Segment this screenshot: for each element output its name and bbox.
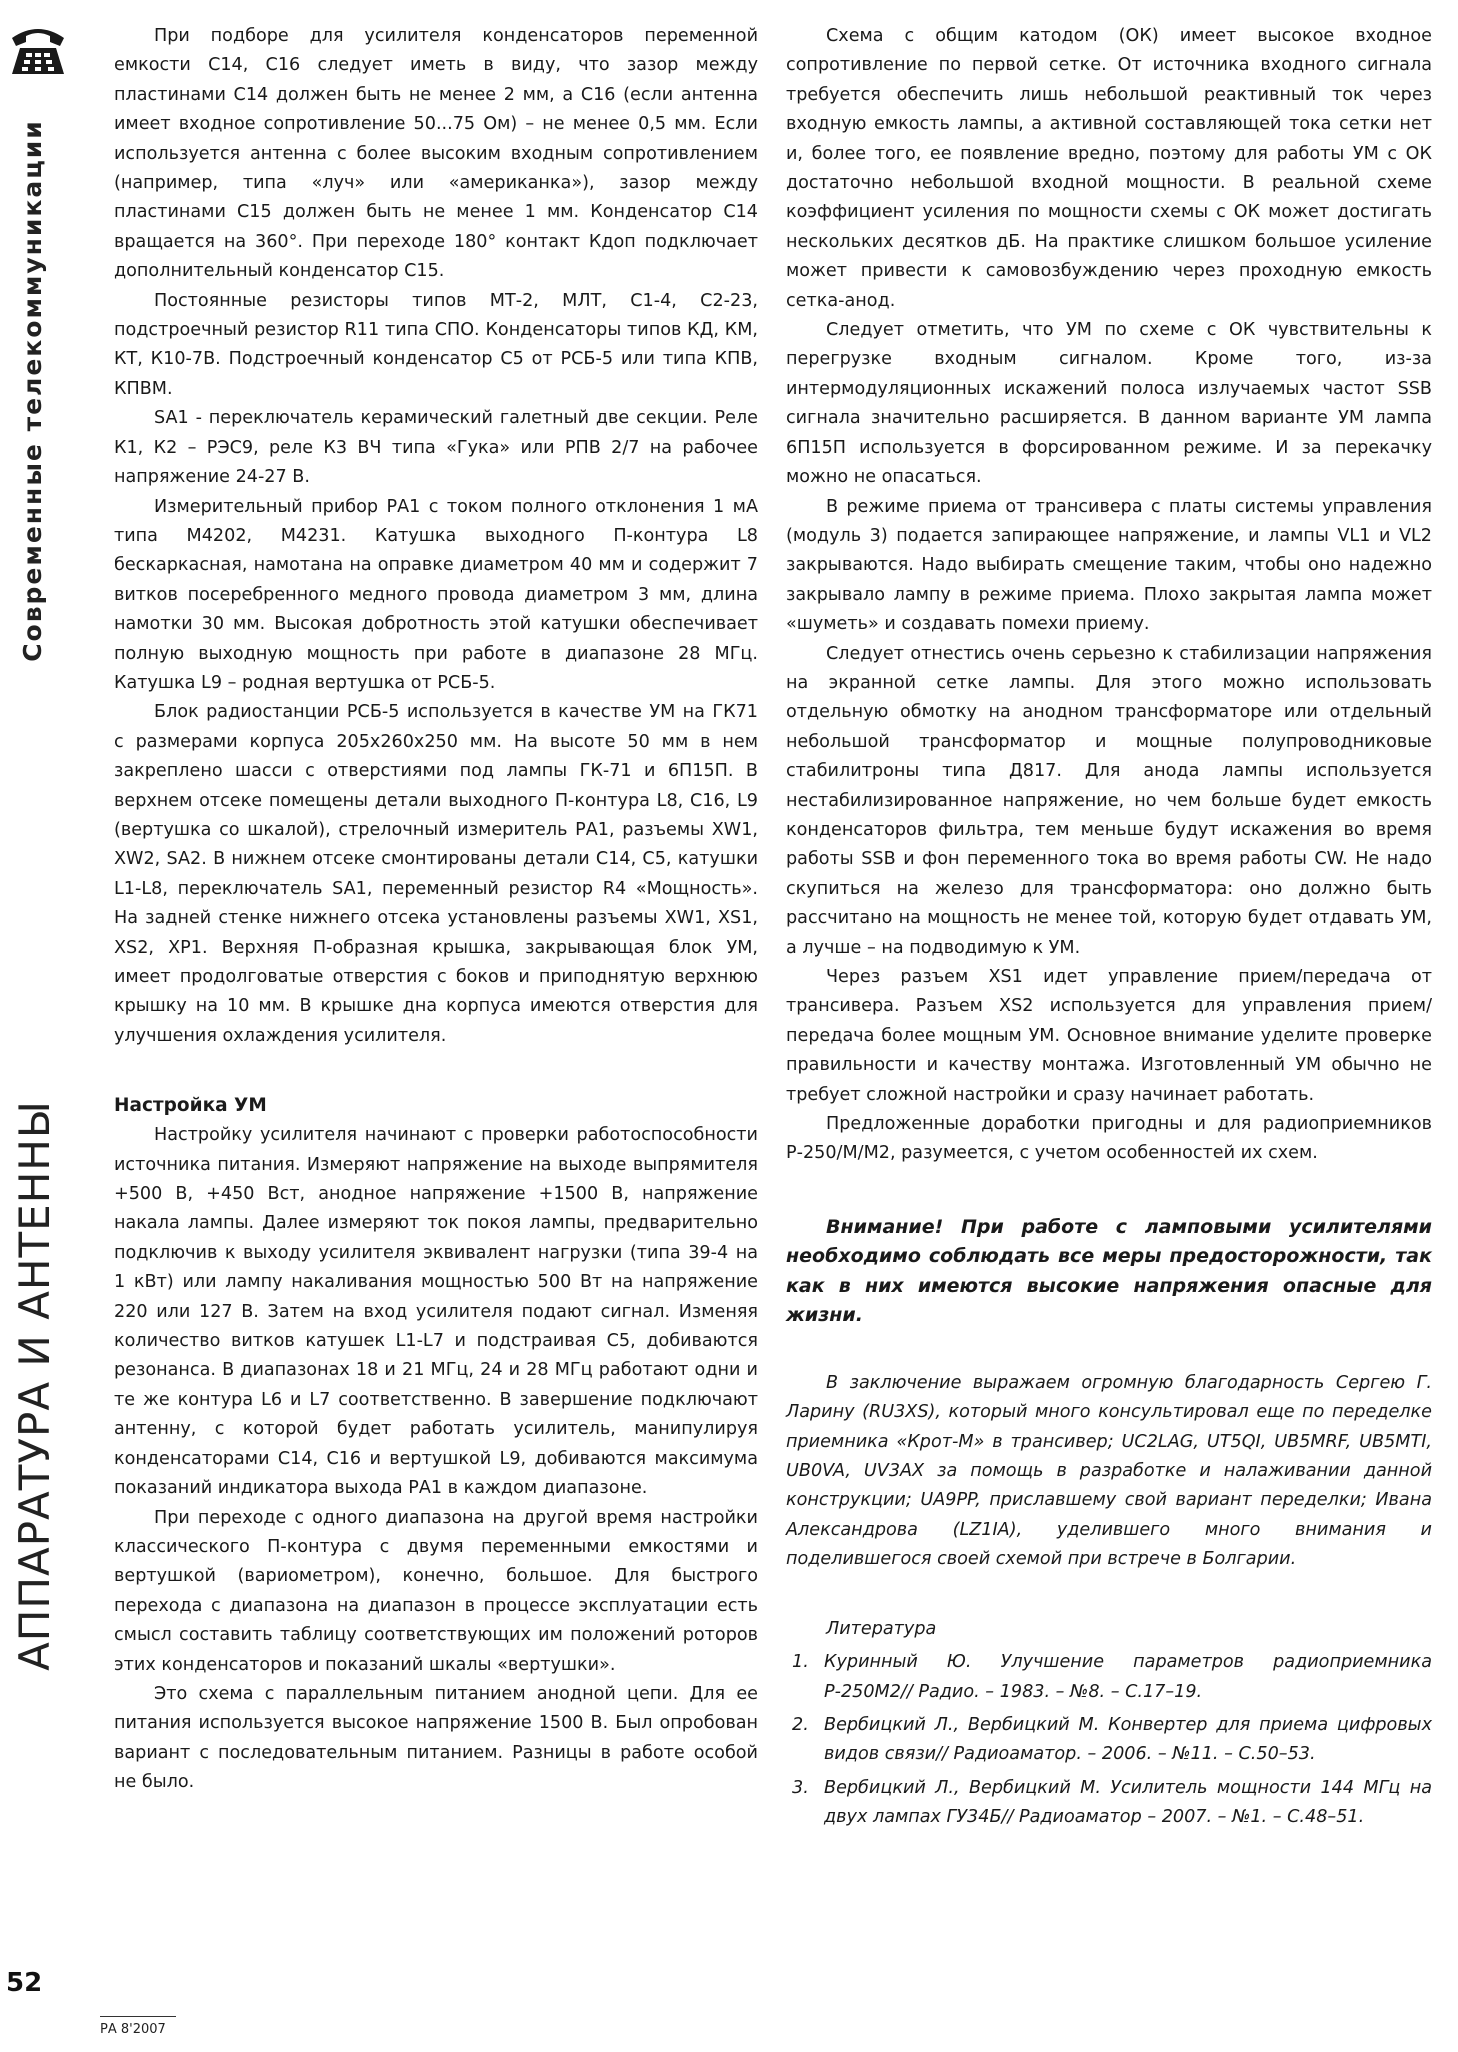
section-label-bottom xyxy=(4,860,64,1910)
paragraph: Измерительный прибор РА1 с током полного отклонения 1 мА типа М4202, М4231. Катушка выходного П-контура L8 бескаркасная, намотана на оправке диаметром 40 мм и содержит 7 витков посеребренного медного провода диаметром 3 мм, длина намотки 30 мм. Высокая добротность этой катушки обеспечивает полную выходную мощность при работе в диапазоне 28 МГц. Катушка L9 – родная вертушка от РСБ-5. xyxy=(114,496,758,693)
right-column xyxy=(786,22,1432,1837)
literature-number: 2. xyxy=(792,1714,809,1735)
paragraph: Это схема с параллельным питанием анодной цепи. Для ее питания используется высокое напряжение 1500 В. Был опробован вариант с последовательным питанием. Разницы в работе особой не было. xyxy=(114,1683,758,1793)
literature-item xyxy=(786,1648,1432,1707)
paragraph: Следует отметить, что УМ по схеме с ОК чувствительны к перегрузке входным сигналом. Кроме того, из-за интермодуляционных искажений полоса излучаемых частот SSB сигнала значительно расширяется. В данном варианте УМ лампа 6П15П используется в форсированном режиме. И за перекачку можно не опасаться. xyxy=(786,320,1432,488)
section-label-top xyxy=(8,120,56,660)
literature-number: 1. xyxy=(792,1652,809,1673)
literature-item xyxy=(786,1774,1432,1833)
safety-warning: Внимание! При работе с ламповыми усилителями необходимо соблюдать все меры предосторожности, так как в них имеются высокие напряжения опасные для жизни. xyxy=(786,1215,1432,1327)
section-heading: Настройка УМ xyxy=(114,1095,267,1117)
paragraph: Схема с общим катодом (ОК) имеет высокое входное сопротивление по первой сетке. От источника входного сигнала требуется обеспечить лишь небольшой реактивный ток через входную емкость лампы, а активной составляющей тока сетки нет и, более того, ее появление вредно, поэтому для работы УМ с ОК достаточно небольшой входной мощности. В реальной схеме коэффициент усиления по мощности схемы с ОК может достигать нескольких десятков дБ. На практике слишком большое усиление может привести к самовозбуждению через проходную емкость сетка-анод. xyxy=(786,26,1432,311)
paragraph: При подборе для усилителя конденсаторов переменной емкости С14, С16 следует иметь в виду, что зазор между пластинами С14 должен быть не менее 2 мм, а С16 (если антенна имеет входное сопротивление 50...75 Ом) – не менее 0,5 мм. Если используется антенна с более высоким входным сопротивлением (например, типа «луч» или «американка»), зазор между пластинами С15 должен быть не менее 1 мм. Конденсатор С14 вращается на 360°. При переходе 180° контакт Кдоп подключает дополнительный конденсатор С15. xyxy=(114,26,758,282)
literature-text: Куринный Ю. Улучшение параметров радиоприемника Р-250М2// Радио. – 1983. – №8. – С.17–19. xyxy=(824,1652,1432,1702)
page-number: 52 xyxy=(6,1968,43,1998)
literature-list xyxy=(786,1648,1432,1832)
telephone-icon xyxy=(6,18,70,80)
literature-number: 3. xyxy=(792,1777,809,1798)
paragraph: Предложенные доработки пригодны и для радиоприемников Р-250/М/М2, разумеется, с учетом особенностей их схем. xyxy=(786,1114,1432,1164)
paragraph: В режиме приема от трансивера с платы системы управления (модуль 3) подается запирающее напряжение, и лампы VL1 и VL2 закрываются. Надо выбирать смещение таким, чтобы оно надежно закрывало лампу в режиме приема. Плохо закрытая лампа может «шуметь» и создавать помехи приему. xyxy=(786,496,1432,635)
acknowledgements: В заключение выражаем огромную благодарность Сергею Г. Ларину (RU3XS), который много консультировал еще по переделке приемника «Крот-М» в трансивер; UC2LAG, UT5QI, UB5MRF, UB5MTI, UB0VA, UV3AX за помощь в разработке и налаживании данной конструкции; UA9PP, приславшему свой вариант переделки; Ивана Александрова (LZ1IA), уделившего много внимания и поделившегося своей схемой при встрече в Болгарии. xyxy=(786,1372,1432,1570)
paragraph: Следует отнестись очень серьезно к стабилизации напряжения на экранной сетке лампы. Для этого можно использовать отдельную обмотку на анодном трансформаторе или отдельный небольшой трансформатор и мощные полупроводниковые стабилитроны типа Д817. Для анода лампы используется нестабилизированное напряжение, но чем больше будет емкость конденсаторов фильтра, тем меньше будут искажения во время работы SSB и фон переменного тока во время работы CW. Не надо скупиться на железо для трансформатора: оно должно быть рассчитано на мощность не менее той, которую будет отдавать УМ, а лучше – на подводимую к УМ. xyxy=(786,643,1432,958)
section-title-telecom: Современные телекоммуникации xyxy=(17,118,47,662)
paragraph: Настройку усилителя начинают с проверки работоспособности источника питания. Измеряют напряжение на выходе выпрямителя +500 В, +450 Вст, анодное напряжение +1500 В, напряжение накала лампы. Далее измеряют ток покоя лампы, предварительно подключив к выходу усилителя эквивалент нагрузки (типа 39-4 на 1 кВт) или лампу накаливания мощностью 500 Вт на напряжение 220 или 127 В. Затем на вход усилителя подают сигнал. Изменяя количество витков катушек L1-L7 и подстраивая С5, добиваются резонанса. В диапазонах 18 и 21 МГц, 24 и 28 МГц работают одни и те же контура L6 и L7 соответственно. В завершение подключают антенну, с которой будет работать усилитель, манипулируя конденсаторами С14, С16 и вертушкой L9, добиваются максимума показаний индикатора выхода РА1 в каждом диапазоне. xyxy=(114,1125,758,1499)
paragraph: Через разъем XS1 идет управление прием/передача от трансивера. Разъем XS2 используется для управления прием/передача более мощным УМ. Основное внимание уделите проверке правильности и качеству монтажа. Изготовленный УМ обычно не требует сложной настройки и сразу начинает работать. xyxy=(786,967,1432,1105)
left-column xyxy=(114,22,758,1798)
paragraph: Постоянные резисторы типов МТ-2, МЛТ, С1-4, С2-23, подстроечный резистор R11 типа СПО. Конденсаторы типов КД, КМ, КТ, К10-7В. Подстроечный конденсатор С5 от РСБ-5 или типа КПВ, КПВМ. xyxy=(114,290,758,399)
literature-item xyxy=(786,1711,1432,1770)
literature-text: Вербицкий Л., Вербицкий М. Конвертер для приема цифровых видов связи// Радиоаматор. – 2006. – №11. – С.50–53. xyxy=(824,1714,1432,1765)
issue-footer: РА 8'2007 xyxy=(100,2022,166,2037)
paragraph: SA1 - переключатель керамический галетный две секции. Реле К1, К2 – РЭС9, реле К3 ВЧ типа «Гука» или РПВ 2/7 на рабочее напряжение 24-27 В. xyxy=(114,408,758,488)
literature-text: Вербицкий Л., Вербицкий М. Усилитель мощности 144 МГц на двух лампах ГУ34Б// Радиоаматор – 2007. – №1. – С.48–51. xyxy=(824,1777,1432,1828)
footer-divider xyxy=(100,2016,176,2017)
paragraph: Блок радиостанции РСБ-5 используется в качестве УМ на ГК71 с размерами корпуса 205х260х250 мм. На высоте 50 мм в нем закреплено шасси с отверстиями под лампы ГК-71 и 6П15П. В верхнем отсеке помещены детали выходного П-контура L8, С16, L9 (вертушка со шкалой), стрелочный измеритель РА1, разъемы XW1, XW2, SA2. В нижнем отсеке смонтированы детали С14, С5, катушки L1-L8, переключатель SA1, переменный резистор R4 «Мощность». На задней стенке нижнего отсека установлены разъемы XW1, XS1, XS2, XP1. Верхняя П-образная крышка, закрывающая блок УМ, имеет продолговатые отверстия с боков и приподнятую верхнюю крышку на 10 мм. В крышке дна корпуса имеются отверстия для улучшения охлаждения усилителя. xyxy=(114,702,758,1046)
literature-title: Литература xyxy=(826,1618,937,1639)
section-title-equipment: АППАРАТУРА И АНТЕННЫ xyxy=(9,1099,59,1671)
paragraph: При переходе с одного диапазона на другой время настройки классического П-контура с двумя переменными емкостями и вертушкой (вариометром), конечно, большое. Для быстрого перехода с диапазона на диапазон в процессе эксплуатации есть смысл составить таблицу соответствующих им положений роторов этих конденсаторов и показаний шкалы «вертушки». xyxy=(114,1507,758,1675)
